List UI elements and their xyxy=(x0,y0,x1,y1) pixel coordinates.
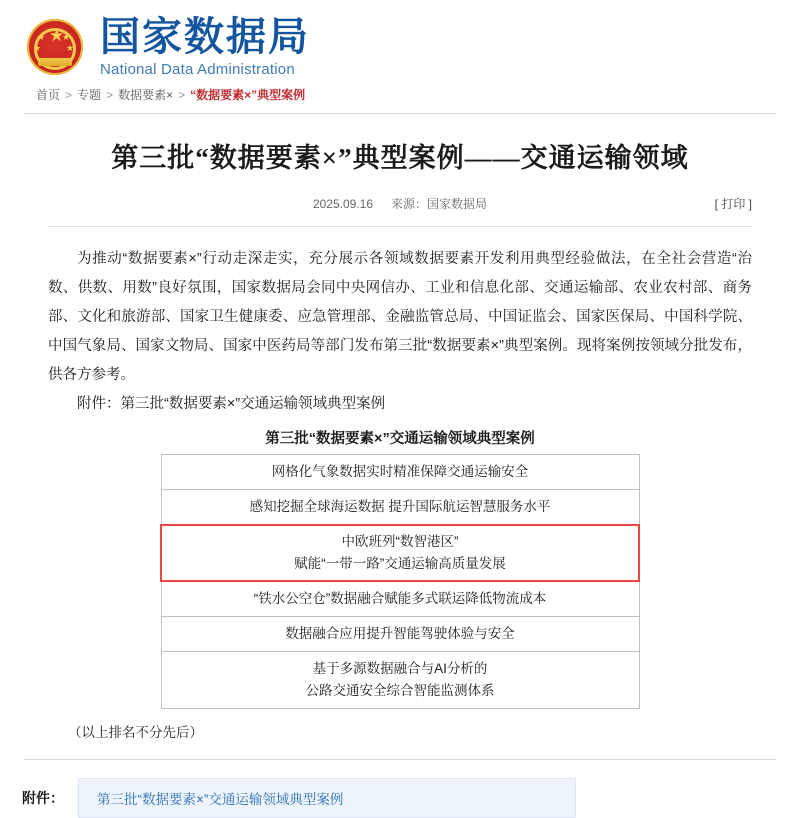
attachment-label: 附件： xyxy=(22,790,64,806)
article-source: 来源：国家数据局 xyxy=(391,197,488,211)
attachment-section xyxy=(0,760,800,818)
case-line-2: 公路交通安全综合智能监测体系 xyxy=(305,683,495,698)
header-divider xyxy=(24,113,776,114)
case-line-2: 赋能“一带一路”交通运输高质量发展 xyxy=(294,556,506,571)
case-cell: 网格化气象数据实时精准保障交通运输安全 xyxy=(161,455,639,490)
case-cell: “铁水公空仓”数据融合赋能多式联运降低物流成本 xyxy=(161,581,639,617)
print-button[interactable]: [ 打印 ] xyxy=(714,197,752,211)
table-row[interactable] xyxy=(161,490,639,526)
table-row-highlighted[interactable] xyxy=(161,525,639,581)
article-meta xyxy=(48,195,752,212)
attachment-link[interactable]: 第三批“数据要素×”交通运输领域典型案例 xyxy=(97,792,344,807)
brand-name-cn: 国家数据局 xyxy=(100,14,310,59)
ranking-note: （以上排名不分先后） xyxy=(68,725,203,740)
breadcrumb-separator: > xyxy=(178,87,186,102)
case-cell: 感知挖掘全球海运数据 提升国际航运智慧服务水平 xyxy=(161,490,639,526)
national-emblem-icon: ★ ★ ★ ★ ★ xyxy=(24,16,86,78)
paragraph-2: 附件：第三批“数据要素×”交通运输领域典型案例 xyxy=(77,396,386,412)
case-cell xyxy=(161,525,639,581)
breadcrumb-item-home[interactable]: 首页 xyxy=(36,88,61,102)
page-title: 第三批“数据要素×”典型案例——交通运输领域 xyxy=(111,143,689,173)
publish-date: 2025.09.16 xyxy=(312,196,374,211)
breadcrumb-separator: > xyxy=(106,87,114,102)
breadcrumb-item-data-element[interactable]: 数据要素× xyxy=(118,88,174,102)
site-brand[interactable] xyxy=(100,14,310,78)
paragraph-1: 为推动“数据要素×”行动走深走实，充分展示各领域数据要素开发利用典型经验做法，在全社会营造“治数、供数、用数”良好氛围，国家数据局会同中央网信办、工业和信息化部、交通运输部、农业农村部、商务部、文化和旅游部、国家卫生健康委、应急管理部、金融监管总局、中国证监会、国家医保局、中国科学院、中国气象局、国家文物局、国家中医药局等部门发布第三批“数据要素×”典型案例。现将案例按领域分批发布，供各方参考。 xyxy=(48,251,752,383)
case-cell xyxy=(161,652,639,709)
breadcrumb-item-current: “数据要素×”典型案例 xyxy=(190,88,306,102)
case-line-1: 中欧班列“数智港区” xyxy=(341,534,459,549)
case-line-1: 基于多源数据融合与AI分析的 xyxy=(312,661,488,676)
breadcrumb-item-topic[interactable]: 专题 xyxy=(77,88,102,102)
table-row[interactable] xyxy=(161,652,639,709)
meta-divider xyxy=(48,226,752,227)
case-table-title: 第三批“数据要素×”交通运输领域典型案例 xyxy=(265,431,535,447)
article-body xyxy=(48,245,752,419)
breadcrumb xyxy=(36,86,800,103)
site-header xyxy=(0,0,800,78)
table-row[interactable] xyxy=(161,617,639,652)
brand-name-en: National Data Administration xyxy=(100,61,295,78)
case-table xyxy=(160,454,640,709)
breadcrumb-separator: > xyxy=(65,87,73,102)
table-row[interactable] xyxy=(161,581,639,617)
attachment-box xyxy=(78,778,576,818)
case-cell: 数据融合应用提升智能驾驶体验与安全 xyxy=(161,617,639,652)
article xyxy=(0,136,800,741)
table-row[interactable] xyxy=(161,455,639,490)
